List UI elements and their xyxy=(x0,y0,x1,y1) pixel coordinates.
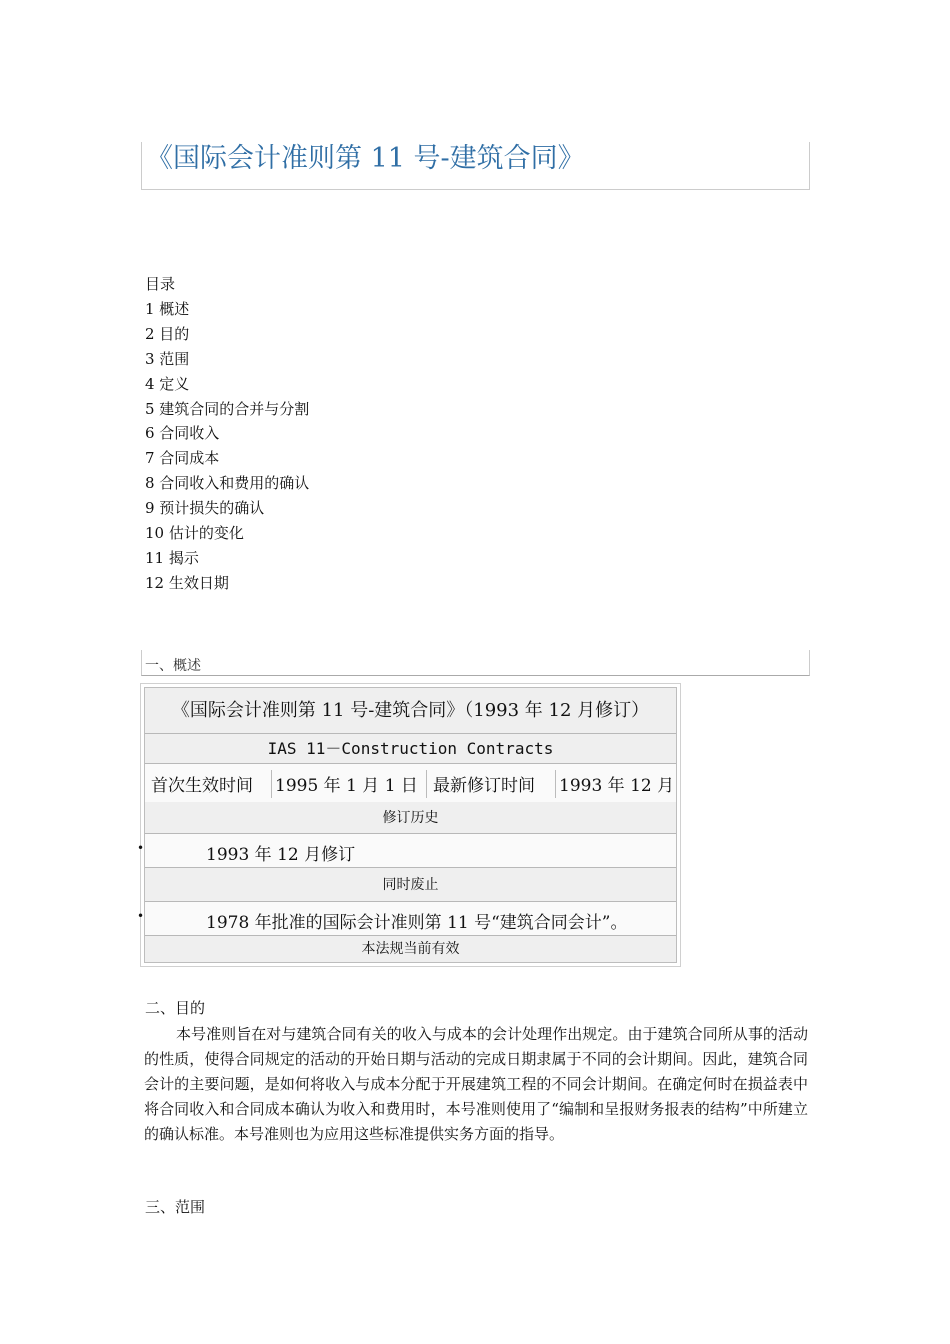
info-table xyxy=(140,683,681,967)
section3-heading: 三、范围 xyxy=(145,1198,206,1216)
first-effective-label: 首次生效时间 xyxy=(151,776,253,796)
superseded-row xyxy=(145,902,676,936)
first-effective-value: 1995 年 1 月 1 日 xyxy=(275,776,418,796)
cell-divider xyxy=(555,770,556,798)
page-title: 《国际会计准则第 11 号-建筑合同》 xyxy=(146,143,585,174)
toc-item-10[interactable]: 10 估计的变化 xyxy=(145,524,244,543)
toc-item-5[interactable]: 5 建筑合同的合并与分割 xyxy=(145,399,310,418)
toc-item-9[interactable]: 9 预计损失的确认 xyxy=(145,499,265,518)
revision-history-item: 1993 年 12 月修订 xyxy=(206,845,356,865)
status-text: 本法规当前有效 xyxy=(145,936,676,962)
toc-item-12[interactable]: 12 生效日期 xyxy=(145,573,229,592)
toc-item-4[interactable]: 4 定义 xyxy=(145,374,190,393)
section2-body xyxy=(144,1022,808,1147)
toc-item-11[interactable]: 11 揭示 xyxy=(145,548,199,567)
superseded-item: 1978 年批准的国际会计准则第 11 号“建筑合同会计”。 xyxy=(206,913,628,933)
info-table-inner xyxy=(144,687,677,963)
section1-heading: 一、概述 xyxy=(145,658,201,674)
info-table-dates-row xyxy=(145,764,676,802)
section2-paragraph: 本号准则旨在对与建筑合同有关的收入与成本的会计处理作出规定。由于建筑合同所从事的活动的性质，使得合同规定的活动的开始日期与活动的完成日期隶属于不同的会计期间。因此，建筑合同会计的主要问题，是如何将收入与成本分配于开展建筑工程的不同会计期间。在确定何时在损益表中将合同收入和合同成本确认为收入和费用时，本号准则使用了“编制和呈报财务报表的结构”中所建立的确认标准。本号准则也为应用这些标准提供实务方面的指导。 xyxy=(144,1025,808,1143)
bullet-marker: • xyxy=(137,909,145,923)
toc-heading: 目录 xyxy=(145,275,176,293)
toc-item-3[interactable]: 3 范围 xyxy=(145,349,190,368)
revision-history-row xyxy=(145,834,676,868)
superseded-label: 同时废止 xyxy=(145,868,676,902)
table-of-contents xyxy=(145,272,309,596)
toc-item-2[interactable]: 2 目的 xyxy=(145,324,190,343)
toc-item-7[interactable]: 7 合同成本 xyxy=(145,449,220,468)
section2-heading: 二、目的 xyxy=(145,999,206,1017)
bullet-marker: • xyxy=(137,841,145,855)
revision-history-label: 修订历史 xyxy=(145,802,676,834)
toc-item-6[interactable]: 6 合同收入 xyxy=(145,424,220,443)
latest-revision-value: 1993 年 12 月 xyxy=(559,776,675,796)
latest-revision-label: 最新修订时间 xyxy=(433,776,535,796)
section1-header-frame xyxy=(141,650,810,676)
title-frame xyxy=(141,142,810,190)
info-table-english-name: IAS 11－Construction Contracts xyxy=(145,734,676,764)
toc-item-1[interactable]: 1 概述 xyxy=(145,299,190,318)
toc-item-8[interactable]: 8 合同收入和费用的确认 xyxy=(145,474,310,493)
cell-divider xyxy=(426,770,427,798)
cell-divider xyxy=(271,770,272,798)
info-table-title: 《国际会计准则第 11 号-建筑合同》（1993 年 12 月修订） xyxy=(145,688,676,734)
